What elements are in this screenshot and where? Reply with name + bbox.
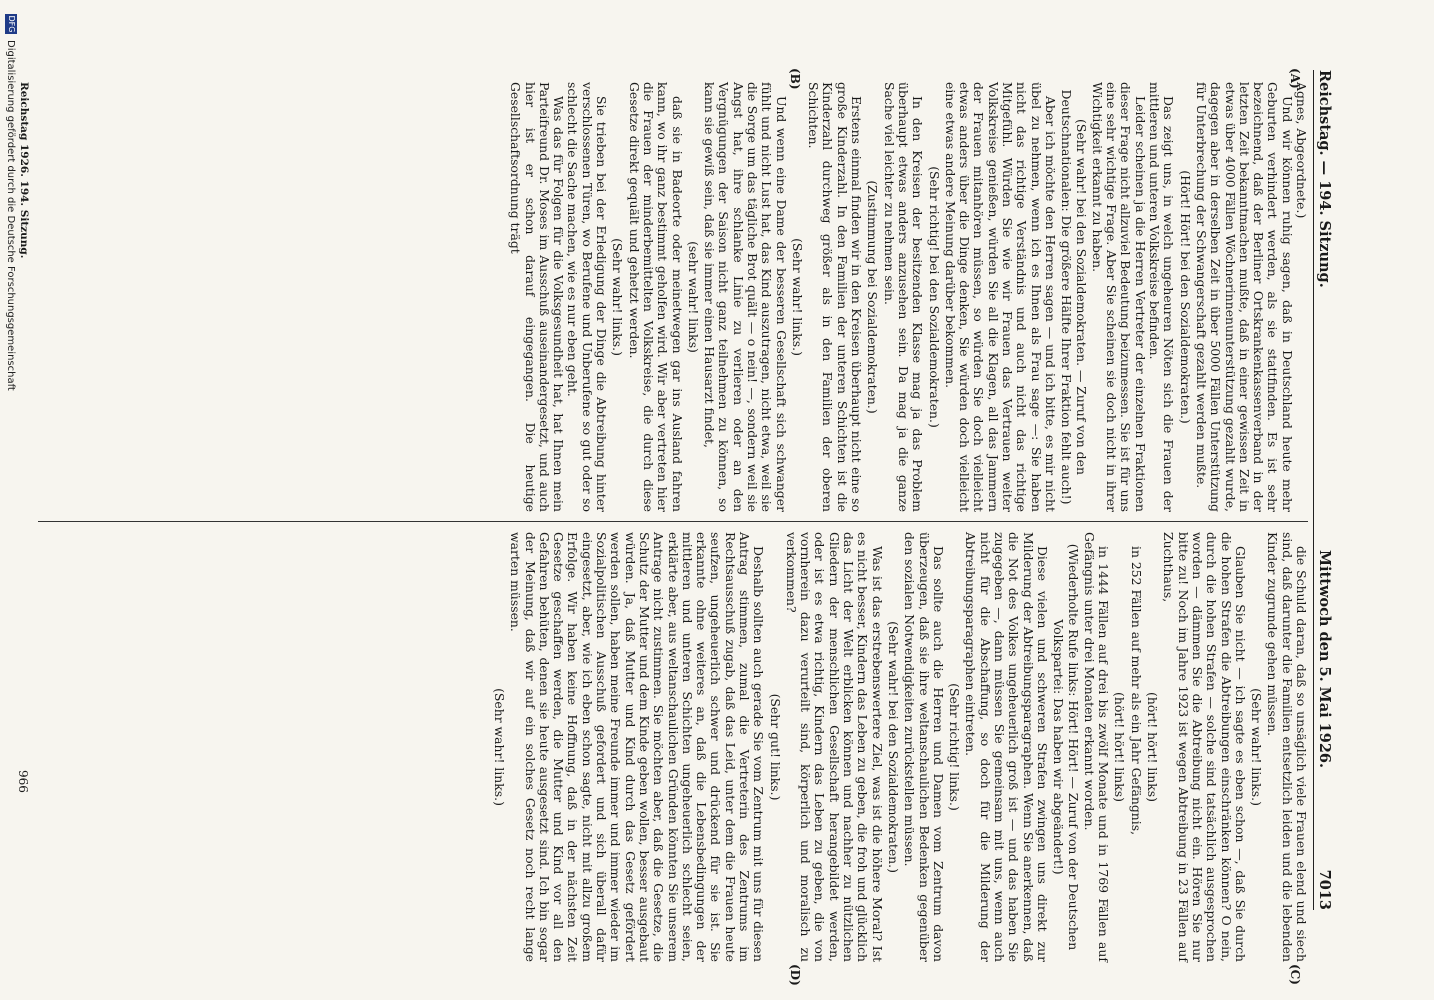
paragraph: Was ist das erstrebenswertere Ziel, was ist die höhere Moral? Ist es nicht besser, Kindern das Leben zu geben, die froh und glücklich das Licht der Welt erblicken können und nachher zu nützlichen Gliedern der menschlichen Gesellschaft herangebildet werden, oder ist es etwa richtig, Kindern das Leben zu geben, die von vornherein dazu verurteilt sind, körperlich und moralisch zu verkommen? (783, 532, 885, 962)
margin-mark-b: (B) (788, 68, 802, 90)
paragraph: (Sehr richtig! bei den Sozialdemokraten.) (926, 166, 942, 428)
paragraph: (Sehr richtig! links.) (947, 683, 963, 811)
paragraph: (Sehr wahr! links.) (789, 238, 805, 356)
paragraph: Agnes, Abgeordnete.) (1294, 82, 1309, 219)
page-number: 7013 (1316, 869, 1333, 910)
paragraph: die Schuld daran, daß so unsäglich viele Frauen elend und siech sind, daß darunter die Familien entsetzlich leiden und die lebenden Kinder zugrunde gehen müssen. (1265, 532, 1309, 962)
paragraph: (Sehr wahr! bei den Sozialdemokraten. — Zuruf von den Deutschnationalen: Die größere Hälfte Ihrer Fraktion fehlt auch!) (1059, 89, 1089, 505)
dfg-logo-icon: DFG (7, 15, 16, 33)
paragraph: (Sehr gut! links.) (767, 693, 783, 801)
paragraph: (hört! hört! links) (1112, 692, 1128, 802)
paragraph: in 1444 Fällen auf drei bis zwölf Monate und in 1769 Fällen auf Gefängnis unter drei Monaten erkannt worden. (1081, 532, 1112, 962)
paragraph: (Sehr wahr! links.) (1249, 688, 1265, 806)
paragraph: (Zustimmung bei Sozialdemokraten.) (865, 180, 881, 414)
footer-folio: 966 (16, 770, 30, 793)
margin-mark-a: (A) (1288, 68, 1302, 89)
digitization-credit (5, 0, 17, 1000)
header-rule (1313, 70, 1314, 910)
paragraph: (sehr wahr! links) (685, 241, 701, 353)
margin-mark-c: (C) (1288, 964, 1302, 985)
paragraph: (hört! hört! links) (1145, 692, 1161, 802)
paragraph: (Sehr wahr! links.) (491, 688, 507, 806)
paragraph: Erstens einmal finden wir in den Kreisen überhaupt nicht eine so große Kinderzahl. In den Familien der unteren Schichten ist die Kinderzahl durchweg größer als in den Familien der oberen Schichten. (806, 82, 865, 512)
paragraph: Das sollte auch die Herren und Damen vom Zentrum davon überzeugen, daß sie ihre weltanschaulichen Bedenken gegenüber den sozialen Notwendigkeiten zurückstellen müssen. (902, 532, 946, 962)
paragraph: Das zeigt uns, in welch ungeheuren Nöten sich die Frauen der mittleren und unteren Volkskreise befinden. (1147, 82, 1177, 512)
paragraph: Glauben Sie nicht — ich sagte es eben schon —, daß Sie durch die hohen Strafen die Abtreibungen einschränken können? O nein, durch die hohen Strafen — solche sind tatsächlich ausgesprochen worden — dämmen Sie die Abtreibung nicht ein. Hören Sie nur bitte zu! Noch im Jahre 1923 ist wegen Abtreibung in 23 Fällen auf Zuchthaus, (1161, 532, 1248, 962)
paragraph: (Wiederholte Rufe links: Hört! Hört! — Zuruf von der Deutschen Volkspartei: Das haben wir abgeändert!) (1051, 543, 1081, 951)
paragraph: Und wir können ruhig sagen, daß in Deutschland heute mehr Geburten verhindert werden, als sie stattfinden. Es ist sehr bezeichnend, daß der Berliner Ortskrankenkassenverband in der letzten Zeit bekanntmachen mußte, daß in einer gewissen Zeit in etwas über 4000 Fällen Wöchnerinnenunterstützung gezahlt wurde, dagegen aber in derselben Zeit in über 5000 Fällen Unterstützung für Unterbrechung der Schwangerschaft gezahlt werden mußte. (1193, 82, 1295, 512)
paragraph: Was das für Folgen für die Volksgesundheit hat, hat Ihnen mein Parteifreund Dr. Moses im Ausschuß auseinandergesetzt, und auch hier ist er schon darauf eingegangen. Die heutige Gesellschaftsordnung trägt (508, 82, 567, 512)
paragraph: (Sehr wahr! bei den Sozialdemokraten.) (885, 621, 901, 873)
paragraph: daß sie in Badeorte oder meinetwegen gar ins Ausland fahren kann, wo ihr ganz bestimmt geholfen wird. Wir aber vertreten hier die Frauen der minderbemittelten Volkskreise, die durch diese Gesetze direkt gequält und gehetzt werden. (626, 82, 685, 512)
page-header (1316, 70, 1338, 910)
footer-session: Reichstag 1926. 194. Sitzung. (18, 82, 30, 259)
paragraph: (Sehr wahr! links.) (610, 238, 626, 356)
paragraph: Diese vielen und schweren Strafen zwingen uns direkt zur Milderung der Abtreibungsparagraphen. Wenn Sie anerkennen, daß die Not des Volkes ungeheuerlich groß ist — und das haben Sie zugegeben —, dann müssen Sie gemeinsam mit uns, wenn auch nicht für die Abschaffung, so doch für die Milderung der Abtreibungsparagraphen eintreten. (963, 532, 1050, 962)
paragraph: Leider scheinen ja die Herren Vertreter der einzelnen Fraktionen dieser Frage nicht allzuviel Bedeutung beizumessen. Sie ist für uns eine sehr wichtige Frage. Aber Sie scheinen sie doch nicht in ihrer Wichtigkeit erkannt zu haben. (1089, 82, 1148, 512)
credit-text: Digitalisierung gefördert durch die Deutsche Forschungsgemeinschaft (5, 40, 17, 391)
paragraph: (Hört! Hört! bei den Sozialdemokraten.) (1177, 170, 1193, 424)
paragraph: Aber ich möchte den Herren sagen — und ich bitte, es mir nicht übel zu nehmen, wenn ich es Ihnen als Frau sage —: Sie haben nicht das richtige Verständnis und auch nicht das richtige Mitgefühl. Würden Sie wie wir Frauen das Vertrauen weiter Volkskreise genießen, würden Sie all die Klagen, all das Jammern der Frauen mitanhören müssen, so würden Sie doch vielleicht etwas anders über die Dinge denken, Sie würden doch vielleicht eine etwas andere Meinung darüber bekommen. (942, 82, 1058, 512)
header-left-title: Reichstag. — 194. Sitzung. (1316, 70, 1333, 288)
margin-mark-d: (D) (788, 964, 802, 986)
column-divider (38, 521, 1308, 522)
header-date: Mittwoch den 5. Mai 1926. (1316, 550, 1333, 769)
right-column (490, 532, 1308, 962)
paragraph: in 252 Fällen auf mehr als ein Jahr Gefängnis, (1128, 546, 1144, 836)
left-column (508, 82, 1308, 512)
paragraph: Und wenn eine Dame der besseren Gesellschaft sich schwanger fühlt und nicht Lust hat, das Kind auszutragen, nicht etwa, weil sie die Sorge um das tägliche Brot quält — o nein! —, sondern weil sie Angst hat, ihre schlanke Linie zu verlieren oder an den Vergnügungen der Saison nicht ganz teilnehmen zu können, so kann sie gewiß sein, daß sie immer einen Hausarzt findet, (702, 82, 789, 512)
paragraph: Deshalb sollten auch gerade Sie vom Zentrum mit uns für diesen Antrag stimmen, zumal die Vertreterin des Zentrums im Rechtsausschuß zugab, daß das Leid, unter dem die Frauen heute seufzen, ungeheuerlich schwer und drückend für sie ist. Sie erkannte ohne weiteres an, daß die Lebensbedingungen der mittleren und unteren Schichten ungeheuerlich schlecht seien, erklärte aber, aus weltanschaulichen Gründen könnten Sie unserem Antrage nicht zustimmen. Sie möchten aber, daß die Gesetze, die Schutz der Mutter und dem Kinde geben wollen, besser ausgebaut würden. Ja, daß Mutter und Kind durch das Gesetz gefördert werden sollen, haben meine Freunde immer und immer wieder im Sozialpolitischen Ausschuß gefordert und sich überall dafür eingesetzt, aber, wie ich eben schon sagte, nicht mit allzu großem Erfolge. Wir haben keine Hoffnung, daß in der nächsten Zeit Gesetze geschaffen werden, die Mutter und Kind vor all den Gefahren behüten, denen sie heute ausgesetzt sind. Ich bin sogar der Meinung, daß wir auf ein solches Gesetz noch recht lange warten müssen. (508, 532, 767, 962)
paragraph: In den Kreisen der besitzenden Klasse mag ja das Problem überhaupt etwas anders anzusehen sein. Da mag ja die ganze Sache viel leichter zu nehmen sein. (881, 82, 926, 512)
paragraph: Sie trieben bei der Erledigung der Dinge die Abtreibung hinter verschlossenen Türen, wo Berufene und Unberufene so gut oder so schlecht die Sache machen, wie es nur eben geht. (565, 82, 610, 512)
